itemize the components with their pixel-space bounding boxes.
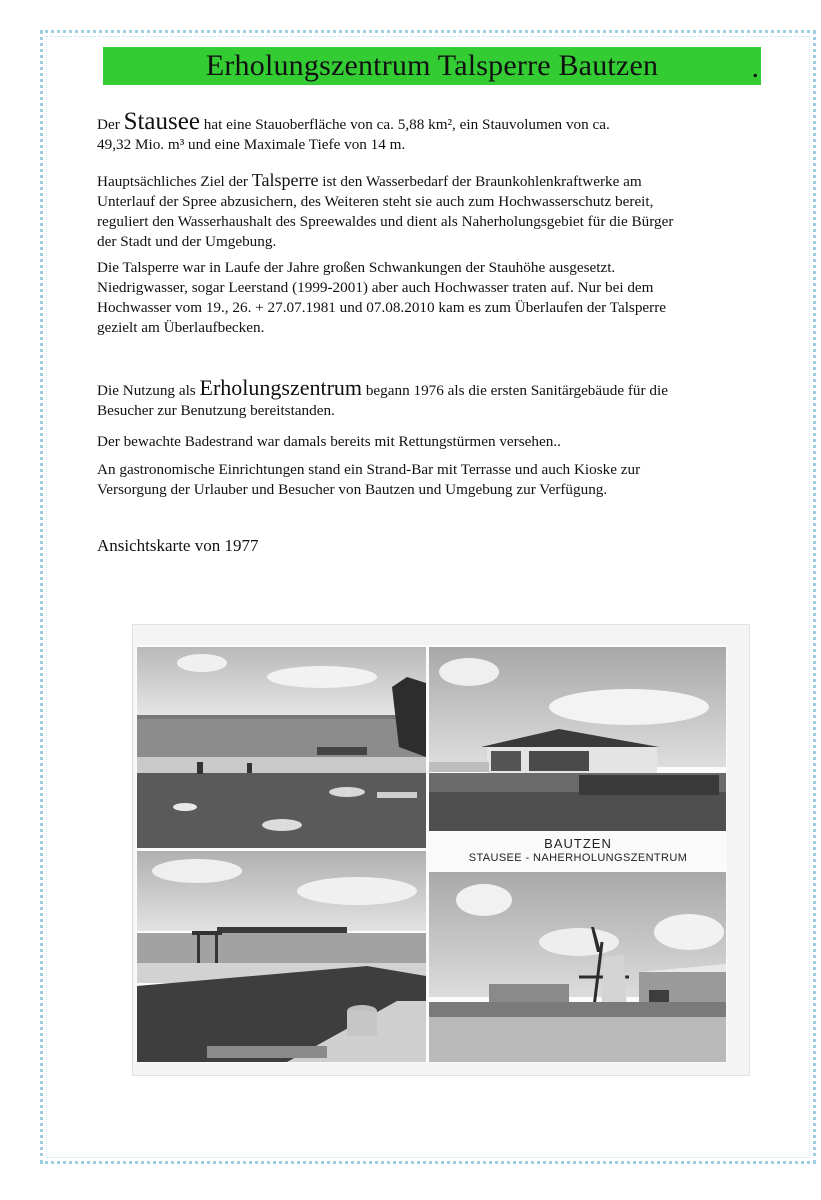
postcard-label: [429, 833, 727, 869]
p2-text-a: Hauptsächliches Ziel der: [97, 173, 252, 190]
p1-text-d: 49,32 Mio. m³ und eine Maximale Tiefe von 14 m.: [97, 136, 406, 153]
p5-text: Der bewachte Badestrand war damals bereits mit Rettungstürmen versehen..: [97, 433, 561, 450]
p3-text-a: Die Talsperre war in Laufe der Jahre großen Schwankungen der Stauhöhe ausgesetzt.: [97, 259, 616, 276]
paragraph-schwankungen: [97, 258, 757, 338]
p1-text-c: hat eine Stauoberfläche von ca. 5,88 km², ein Stauvolumen von ca.: [199, 116, 610, 133]
p6-text-b: Versorgung der Urlauber und Besucher von Bautzen und Umgebung zur Verfügung.: [97, 481, 608, 498]
p2-text-c: ist den Wasserbedarf der Braunkohlenkraftwerke am: [318, 173, 642, 190]
postcard-caption: Ansichtskarte von 1977: [97, 536, 259, 555]
paragraph-talsperre: [97, 170, 757, 252]
title-banner: [103, 47, 761, 85]
p1-text-a: Der: [97, 116, 124, 133]
page-title: Erholungszentrum Talsperre Bautzen: [205, 49, 659, 82]
title-dot: .: [751, 51, 759, 84]
paragraph-gastronomie: [97, 460, 757, 500]
p3-text-c: Hochwasser vom 19., 26. + 27.07.1981 und 07.08.2010 kam es zum Überlaufen der Talsperre: [97, 299, 667, 316]
p4-keyword: Erholungszentrum: [199, 375, 363, 400]
p2-text-e: reguliert den Wasserhaushalt des Spreewaldes und dient als Naherholungsgebiet für die Bürger: [97, 213, 674, 230]
p1-keyword: Stausee: [123, 108, 200, 135]
p4-text-d: Besucher zur Benutzung bereitstanden.: [97, 402, 335, 419]
postcard-label-city: BAUTZEN: [544, 836, 612, 851]
p2-keyword: Talsperre: [251, 170, 319, 190]
p2-text-d: Unterlauf der Spree abzusichern, des Weiteren steht sie auch zum Hochwasserschutz bereit,: [97, 193, 654, 210]
p2-text-f: der Stadt und der Umgebung.: [97, 233, 277, 250]
paragraph-badestrand: [97, 432, 757, 452]
p3-text-b: Niedrigwasser, sogar Leerstand (1999-2001) aber auch Hochwasser traten auf. Nur bei dem: [97, 279, 654, 296]
postcard-label-subtitle: STAUSEE - NAHERHOLUNGSZENTRUM: [468, 852, 688, 864]
photo-beach: [137, 647, 426, 848]
p3-text-d: gezielt am Überlaufbecken.: [97, 319, 265, 336]
photo-strand-bar: [429, 647, 726, 831]
paragraph-stausee: [97, 108, 757, 155]
paragraph-erholungszentrum: [97, 375, 757, 421]
photo-windmill: [429, 872, 726, 1062]
p6-text-a: An gastronomische Einrichtungen stand ein Strand-Bar mit Terrasse und auch Kioske zur: [97, 461, 641, 478]
p4-text-c: begann 1976 als die ersten Sanitärgebäude für die: [362, 382, 668, 399]
photo-promenade: [137, 851, 426, 1062]
p4-text-a: Die Nutzung als: [97, 382, 200, 399]
